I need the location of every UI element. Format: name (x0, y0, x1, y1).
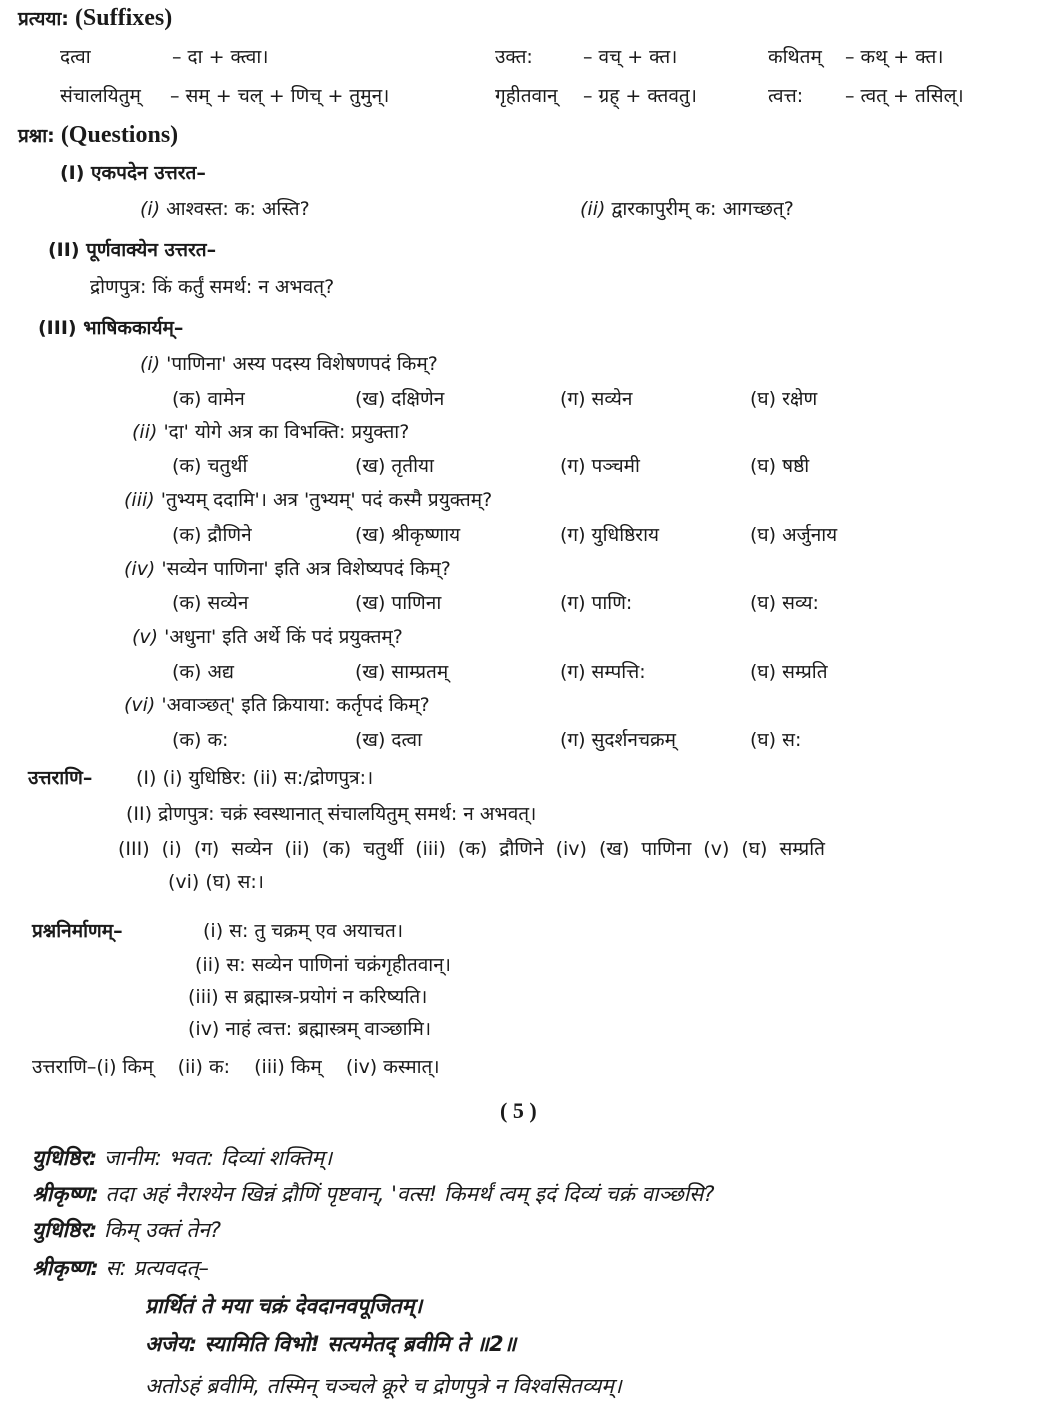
dialogue-line (32, 1184, 715, 1205)
question-item (140, 200, 310, 219)
mcq-option: (ख) श्रीकृष्णाय (355, 524, 461, 546)
formation-item: (iii) स ब्रह्मास्त्र-प्रयोगं न करिष्यति। (188, 986, 428, 1008)
suffix-word: दत्वा (60, 46, 91, 68)
heading-english: (Suffixes) (74, 5, 173, 31)
mcq-question (124, 491, 492, 510)
mcq-option: (ग) युधिष्ठिराय (560, 524, 660, 546)
dialogue-text: किम् उक्तं तेन? (104, 1218, 222, 1242)
mcq-option: (घ) सम्प्रति (750, 661, 828, 683)
suffixes-heading (18, 6, 172, 30)
question-num: (ii) (132, 421, 158, 443)
suffix-formation: – ग्रह् + क्तवतु। (583, 85, 697, 107)
mcq-option: (क) द्रौणिने (172, 524, 252, 546)
dialogue-line (32, 1258, 209, 1279)
suffix-formation: – सम् + चल् + णिच् + तुमुन्। (170, 85, 390, 107)
closing-line: अतोऽहं ब्रवीमि, तस्मिन् चञ्चले क्रूरे च द्रोणपुत्रे न विश्वसितव्यम्। (145, 1374, 622, 1398)
mcq-option: (क) क: (172, 729, 229, 751)
dialogue-line (32, 1148, 332, 1169)
mcq-option: (क) वामेन (172, 388, 245, 410)
heading-english: (Questions) (60, 122, 179, 148)
mcq-question (132, 628, 403, 647)
answers-label: उत्तराणि– (28, 767, 93, 789)
answer-line: (vi) (घ) स:। (168, 871, 264, 893)
mcq-option: (ग) सव्येन (560, 388, 633, 410)
mcq-option: (घ) अर्जुनाय (750, 524, 838, 546)
mcq-option: (घ) सव्य: (750, 592, 819, 614)
dialogue-text: जानीम: भवत: दिव्यां शक्तिम्। (104, 1146, 333, 1170)
formation-answers: उत्तराणि–(i) किम् (ii) क: (iii) किम् (iv) कस्मात्। (32, 1056, 440, 1078)
mcq-question (132, 423, 409, 442)
mcq-option: (ग) पञ्चमी (560, 455, 640, 477)
question-text: आश्वस्त: क: अस्ति? (166, 198, 310, 220)
mcq-option: (ख) तृतीया (355, 455, 434, 477)
verse-line: प्रार्थितं ते मया चक्रं देवदानवपूजितम्। (145, 1294, 423, 1318)
suffix-word: त्वत्त: (768, 85, 804, 107)
question-num: (iv) (124, 558, 156, 580)
part3-label: (III) भाषिककार्यम्– (38, 317, 184, 339)
question-text: 'दा' योगे अत्र का विभक्ति: प्रयुक्ता? (163, 421, 410, 443)
speaker: श्रीकृष्ण: (32, 1256, 99, 1280)
mcq-option: (ग) सम्पत्ति: (560, 661, 646, 683)
heading-hindi: प्रश्ना: (18, 125, 55, 147)
question-text: द्रोणपुत्र: किं कर्तुं समर्थ: न अभवत्? (90, 276, 335, 298)
dialogue-line (32, 1220, 221, 1241)
question-text: 'पाणिना' अस्य पदस्य विशेषणपदं किम्? (166, 353, 438, 375)
suffix-word: उक्त: (495, 46, 533, 68)
speaker: युधिष्ठिर: (32, 1146, 98, 1170)
question-formation-label: प्रश्ननिर्माणम्– (32, 920, 123, 942)
formation-item: (iv) नाहं त्वत्त: ब्रह्मास्त्रम् वाञ्छामि। (188, 1018, 432, 1040)
suffix-formation: – त्वत् + तसिल्। (845, 85, 964, 107)
mcq-question (124, 560, 451, 579)
mcq-option: (घ) रक्षेण (750, 388, 818, 410)
heading-hindi: प्रत्यया: (18, 8, 69, 30)
mcq-option: (घ) स: (750, 729, 802, 751)
question-text: द्वारकापुरीम् क: आगच्छत्? (611, 198, 794, 220)
question-num: (i) (140, 198, 161, 220)
question-num: (iii) (124, 489, 155, 511)
speaker: युधिष्ठिर: (32, 1218, 98, 1242)
dialogue-text: स: प्रत्यवदत्– (105, 1256, 209, 1280)
mcq-option: (क) अद्य (172, 661, 234, 683)
mcq-option: (ख) दक्षिणेन (355, 388, 445, 410)
section-number: ( 5 ) (500, 1098, 537, 1123)
answer-line: (III) (i) (ग) सव्येन (ii) (क) चतुर्थी (iii) (क) द्रौणिने (iv) (ख) पाणिना (v) (घ) सम्प्रति (118, 838, 825, 860)
answer-line: (II) द्रोणपुत्र: चक्रं स्वस्थानात् संचालयितुम् समर्थ: न अभवत्। (126, 803, 537, 825)
mcq-question (124, 696, 430, 715)
question-num: (vi) (124, 694, 156, 716)
suffix-word: कथितम् (768, 46, 822, 68)
question-text: 'सव्येन पाणिना' इति अत्र विशेष्यपदं किम्? (161, 558, 451, 580)
speaker: श्रीकृष्ण: (32, 1182, 99, 1206)
mcq-option: (घ) षष्ठी (750, 455, 810, 477)
question-item (580, 200, 794, 219)
mcq-option: (क) सव्येन (172, 592, 249, 614)
mcq-option: (क) चतुर्थी (172, 455, 248, 477)
mcq-option: (ख) साम्प्रतम् (355, 661, 449, 683)
mcq-option: (ग) सुदर्शनचक्रम् (560, 729, 676, 751)
answer-line: (I) (i) युधिष्ठिर: (ii) स:/द्रोणपुत्र:। (136, 767, 374, 789)
question-text: 'अवाञ्छत्' इति क्रियाया: कर्तृपदं किम्? (161, 694, 430, 716)
questions-heading (18, 123, 178, 147)
question-text: 'तुभ्यम् ददामि'। अत्र 'तुभ्यम्' पदं कस्मै प्रयुक्तम्? (160, 489, 493, 511)
mcq-option: (ग) पाणि: (560, 592, 633, 614)
question-text: 'अधुना' इति अर्थे किं पदं प्रयुक्तम्? (164, 626, 403, 648)
suffix-formation: – कथ् + क्त। (845, 46, 944, 68)
suffix-word: गृहीतवान् (495, 85, 558, 107)
verse-line: अजेय: स्यामिति विभो! सत्यमेतद् ब्रवीमि ते ॥2॥ (145, 1332, 517, 1356)
mcq-option: (ख) दत्वा (355, 729, 423, 751)
suffix-word: संचालयितुम् (60, 85, 141, 107)
question-num: (v) (132, 626, 159, 648)
suffix-formation: – वच् + क्त। (583, 46, 678, 68)
formation-item: (ii) स: सव्येन पाणिनां चक्रंगृहीतवान्। (195, 954, 451, 976)
part2-label: (II) पूर्णवाक्येन उत्तरत– (48, 239, 217, 261)
suffix-formation: – दा + क्त्वा। (172, 46, 269, 68)
formation-item: (i) स: तु चक्रम् एव अयाचत। (203, 920, 404, 942)
dialogue-text: तदा अहं नैराश्येन खिन्नं द्रौणिं पृष्टवान्, 'वत्स! किमर्थं त्वम् इदं दिव्यं चक्रं वाञ्छसि? (105, 1182, 715, 1206)
question-num: (ii) (580, 198, 606, 220)
question-num: (i) (140, 353, 161, 375)
mcq-option: (ख) पाणिना (355, 592, 442, 614)
part1-label: (I) एकपदेन उत्तरत– (60, 162, 206, 184)
mcq-question (140, 355, 438, 374)
